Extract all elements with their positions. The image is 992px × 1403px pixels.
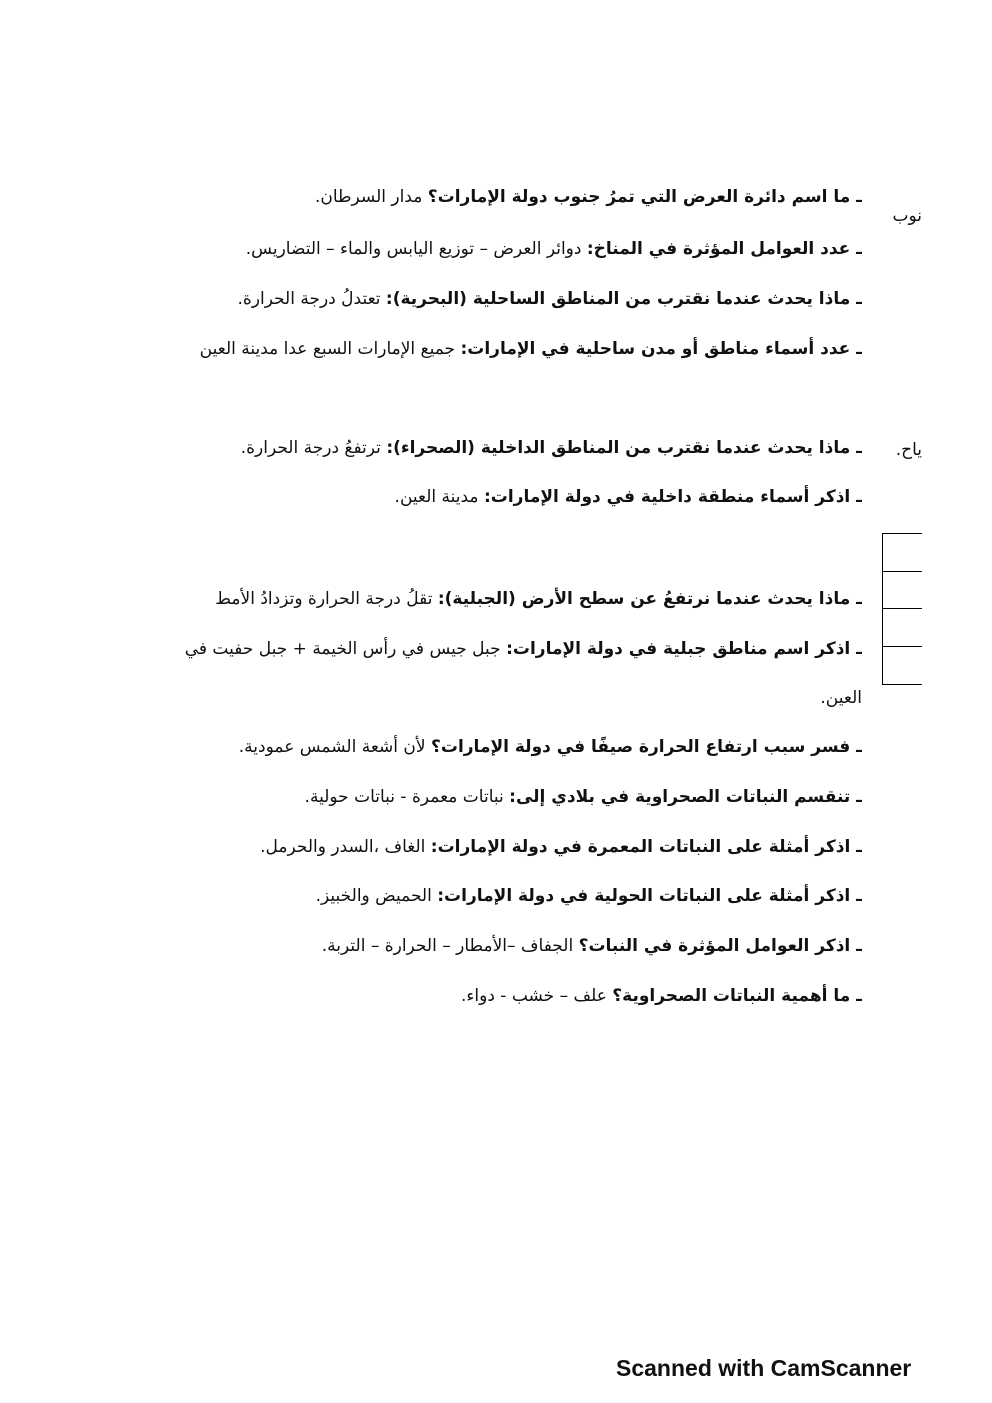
line-13: ـ اذكر العوامل المؤثرة في النبات؟ الجفاف –الأمطار – الحرارة – التربة. bbox=[321, 936, 862, 956]
line-4: ـ عدد أسماء مناطق أو مدن ساحلية في الإمارات: جميع الإمارات السبع عدا مدينة العين bbox=[199, 339, 862, 359]
line-8-continued: العين. bbox=[820, 688, 862, 708]
line-7: ـ ماذا يحدث عندما نرتفعُ عن سطح الأرض (الجبلية): تقلُ درجة الحرارة وتزدادُ الأمط bbox=[215, 589, 862, 609]
line-9: ـ فسر سبب ارتفاع الحرارة صيفًا في دولة الإمارات؟ لأن أشعة الشمس عمودية. bbox=[238, 737, 862, 757]
line-1: ـ ما اسم دائرة العرض التي تمرُ جنوب دولة الإمارات؟ مدار السرطان. bbox=[314, 187, 862, 207]
margin-label-2: ياح. bbox=[895, 440, 922, 460]
line-2: ـ عدد العوامل المؤثرة في المناخ: دوائر العرض – توزيع اليابس والماء – التضاريس. bbox=[245, 239, 862, 259]
line-6: ـ اذكر أسماء منطقة داخلية في دولة الإمارات: مدينة العين. bbox=[394, 487, 862, 507]
line-5: ـ ماذا يحدث عندما نقترب من المناطق الداخلية (الصحراء): ترتفعُ درجة الحرارة. bbox=[240, 438, 862, 458]
line-12: ـ اذكر أمثلة على النباتات الحولية في دولة الإمارات: الحميض والخبيز. bbox=[315, 886, 862, 906]
line-8: ـ اذكر اسم مناطق جبلية في دولة الإمارات: جبل جيس في رأس الخيمة + جبل حفيت في bbox=[184, 639, 862, 659]
line-3: ـ ماذا يحدث عندما نقترب من المناطق الساحلية (البحرية): تعتدلُ درجة الحرارة. bbox=[237, 289, 862, 309]
line-10: ـ تنقسم النباتات الصحراوية في بلادي إلى: نباتات معمرة - نباتات حولية. bbox=[304, 787, 862, 807]
margin-label-1: نوب bbox=[892, 206, 922, 226]
line-11: ـ اذكر أمثلة على النباتات المعمرة في دولة الإمارات: الغاف ،السدر والحرمل. bbox=[260, 837, 862, 857]
line-14: ـ ما أهمية النباتات الصحراوية؟ علف – خشب - دواء. bbox=[460, 986, 862, 1006]
scanner-watermark: Scanned with CamScanner bbox=[616, 1355, 912, 1381]
